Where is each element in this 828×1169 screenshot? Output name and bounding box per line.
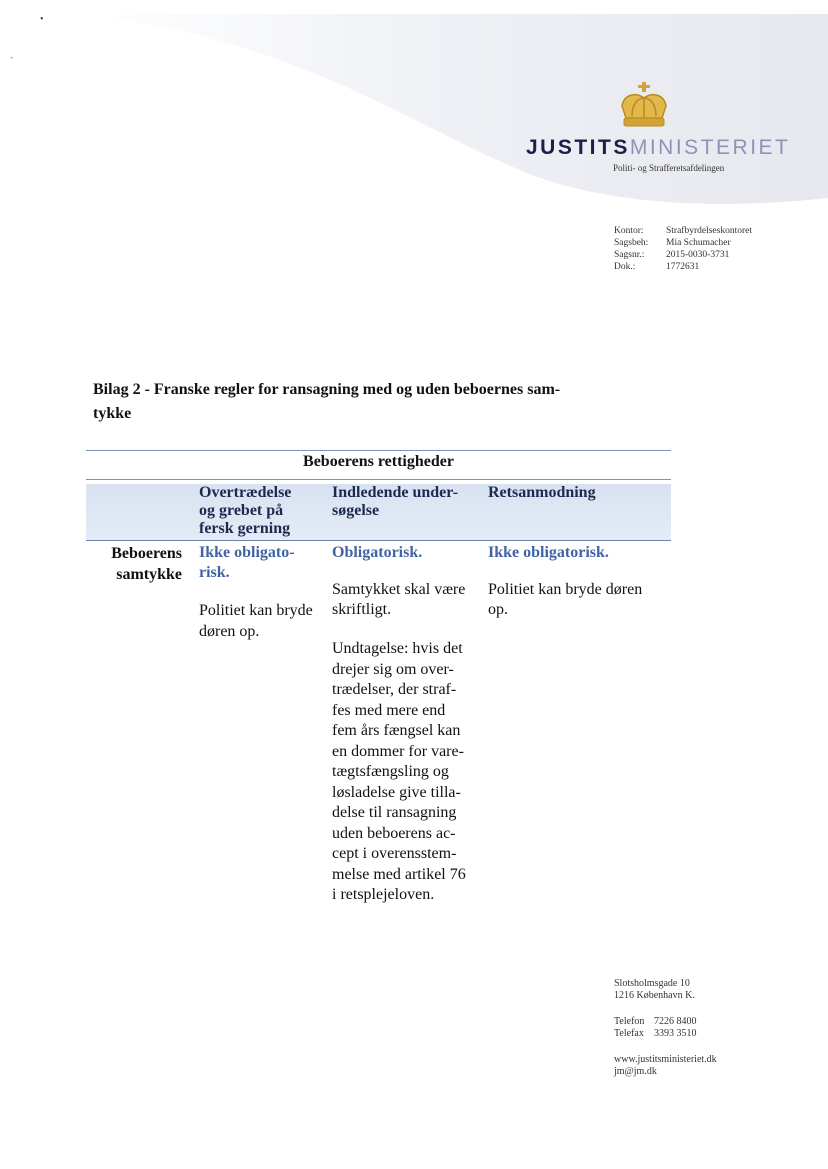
- address-line: Slotsholmsgade 10: [614, 978, 690, 989]
- text-line: døren op.: [199, 623, 260, 640]
- meta-label: Dok.:: [614, 262, 636, 272]
- header-line: Overtrædelse: [199, 484, 292, 501]
- text-line: skriftligt.: [332, 601, 392, 618]
- fax-number: 3393 3510: [654, 1028, 697, 1039]
- cell-status-3: [488, 543, 609, 563]
- ministry-name-part1: JUSTITS: [526, 136, 630, 159]
- meta-label: Kontor:: [614, 226, 644, 236]
- header-swoosh: [0, 0, 828, 230]
- cell-text-1: [199, 600, 313, 642]
- cell-status-2: [332, 543, 422, 563]
- scan-mark: •: [40, 14, 44, 25]
- phone-number: 7226 8400: [654, 1016, 697, 1027]
- address-line: 1216 København K.: [614, 990, 695, 1001]
- text-line: fes med mere end: [332, 701, 446, 719]
- scan-mark: ˏ: [10, 48, 14, 59]
- text-line: fem års fængsel kan: [332, 722, 461, 739]
- status-line: Obligatorisk.: [332, 544, 423, 561]
- case-metadata: [614, 225, 752, 273]
- text-line: melse med artikel 76: [332, 865, 466, 883]
- header-line: søgelse: [332, 502, 380, 519]
- header-line: Indledende under-: [332, 484, 459, 501]
- header-line: Retsanmodning: [488, 484, 596, 501]
- row-header: [90, 543, 182, 585]
- row-header-line: samtykke: [116, 566, 182, 583]
- cell-text-3: [488, 580, 642, 620]
- status-line: Ikke obligato-: [199, 544, 295, 561]
- heading-line: Bilag 2 - Franske regler for ransagning med og uden beboernes sam-: [93, 381, 561, 398]
- heading-line: tykke: [93, 405, 132, 422]
- table-header-rule: [86, 540, 671, 541]
- meta-label: Sagsbeh:: [614, 238, 649, 248]
- text-line: cept i overensstem-: [332, 845, 457, 862]
- text-line: Undtagelse: hvis det: [332, 640, 463, 657]
- ministry-name: [526, 136, 791, 160]
- ministry-name-part2: MINISTERIET: [629, 136, 791, 159]
- document-heading: [93, 378, 613, 426]
- cell-exception-2: [332, 639, 466, 906]
- crown-icon: [618, 82, 670, 130]
- table-title-rule: [86, 479, 671, 480]
- text-line: Politiet kan bryde: [199, 602, 313, 619]
- header-line: fersk gerning: [199, 520, 291, 537]
- meta-value: Strafbyrdelseskontoret: [666, 226, 753, 236]
- phone-label: Telefon: [614, 1016, 645, 1027]
- text-line: tægtsfængsling og: [332, 763, 449, 780]
- email-link[interactable]: jm@jm.dk: [614, 1066, 657, 1077]
- meta-value: 2015-0030-3731: [666, 250, 730, 260]
- table-top-rule: [86, 450, 671, 451]
- text-line: Samtykket skal være: [332, 581, 466, 598]
- column-header-2: [332, 484, 458, 520]
- text-line: drejer sig om over-: [332, 660, 454, 678]
- meta-value: Mia Schumacher: [666, 238, 731, 248]
- text-line: op.: [488, 601, 508, 618]
- text-line: trædelser, der straf-: [332, 681, 457, 698]
- cell-status-1: [199, 543, 295, 583]
- meta-value: 1772631: [666, 262, 700, 272]
- text-line: uden beboerens ac-: [332, 824, 456, 842]
- meta-label: Sagsnr.:: [614, 250, 645, 260]
- cell-text-2: [332, 580, 465, 620]
- column-header-1: [199, 484, 291, 538]
- text-line: Politiet kan bryde døren: [488, 581, 643, 598]
- column-header-3: [488, 484, 596, 502]
- text-line: i retsplejeloven.: [332, 886, 435, 903]
- text-line: løsladelse give tilla-: [332, 783, 461, 801]
- text-line: delse til ransagning: [332, 804, 457, 821]
- text-line: en dommer for vare-: [332, 742, 464, 760]
- footer-contact: [614, 978, 717, 1078]
- fax-label: Telefax: [614, 1028, 644, 1039]
- status-line: risk.: [199, 564, 230, 581]
- website-link[interactable]: www.justitsministeriet.dk: [614, 1054, 717, 1065]
- table-title: Beboerens rettigheder: [303, 453, 454, 470]
- status-line: Ikke obligatorisk.: [488, 544, 609, 561]
- row-header-line: Beboerens: [111, 545, 182, 562]
- header-line: og grebet på: [199, 502, 284, 519]
- department-name: Politi- og Strafferetsafdelingen: [613, 163, 725, 173]
